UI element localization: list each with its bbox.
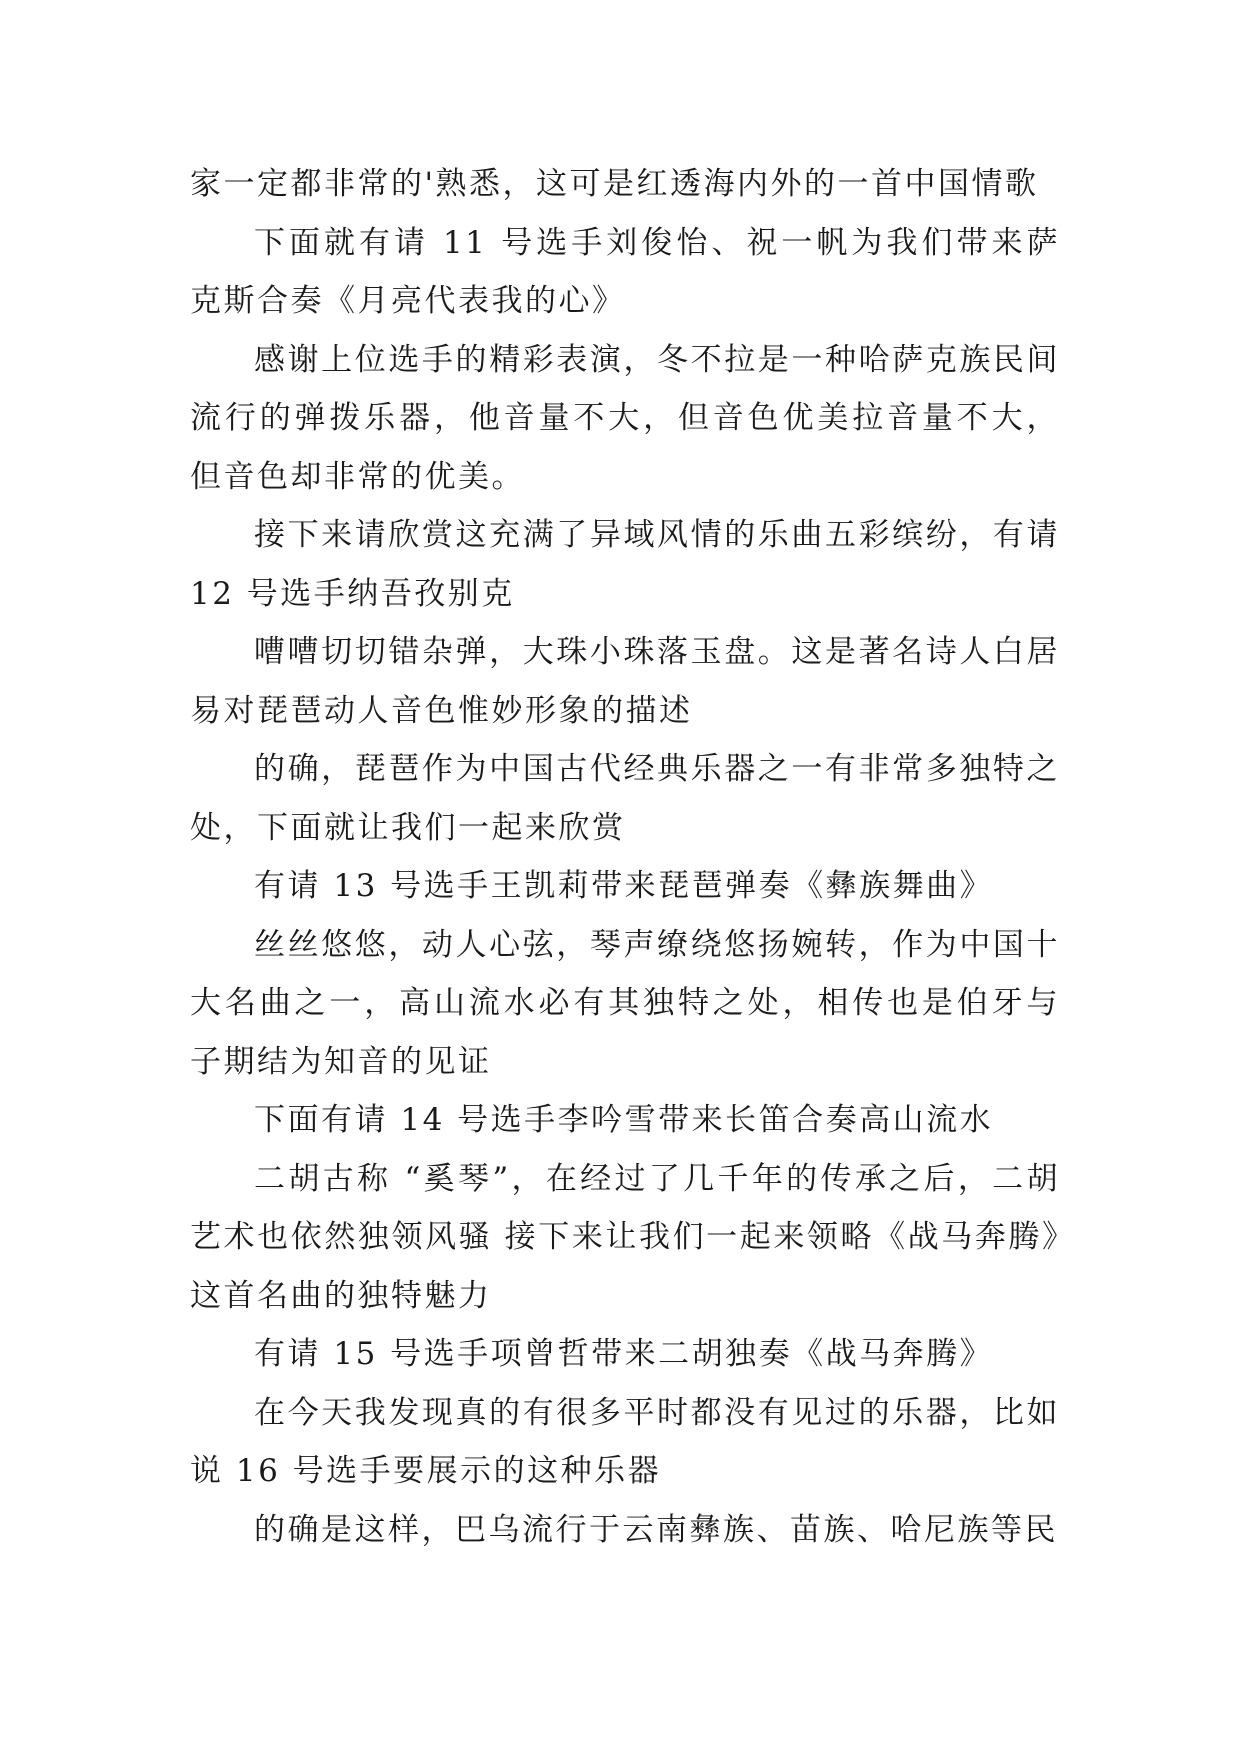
paragraph-4: 接下来请欣赏这充满了异域风情的乐曲五彩缤纷，有请 12 号选手纳吾孜别克	[190, 517, 1060, 612]
paragraph-8: 丝丝悠悠，动人心弦，琴声缭绕悠扬婉转，作为中国十大名曲之一，高山流水必有其独特之处，相传也是伯牙与子期结为知音的见证	[190, 926, 1060, 1080]
paragraph-10: 二胡古称 “奚琴”，在经过了几千年的传承之后，二胡艺术也依然独领风骚 接下来让我们一起来领略《战马奔腾》这首名曲的独特魅力	[190, 1160, 1060, 1314]
paragraph-13: 的确是这样，巴乌流行于云南彝族、苗族、哈尼族等民	[254, 1511, 1058, 1548]
paragraph-6: 的确，琵琶作为中国古代经典乐器之一有非常多独特之处，下面就让我们一起来欣赏	[190, 751, 1060, 846]
paragraph-7: 有请 13 号选手王凯莉带来琵琶弹奏《彝族舞曲》	[254, 868, 994, 904]
paragraph-9: 下面有请 14 号选手李吟雪带来长笛合奏高山流水	[254, 1102, 994, 1138]
paragraph-12: 在今天我发现真的有很多平时都没有见过的乐器，比如说 16 号选手要展示的这种乐器	[190, 1394, 1060, 1489]
paragraph-3: 感谢上位选手的精彩表演，冬不拉是一种哈萨克族民间流行的弹拨乐器，他音量不大，但音色优美拉音量不大，但音色却非常的优美。	[190, 341, 1060, 495]
paragraph-1: 家一定都非常的'熟悉，这可是红透海内外的一首中国情歌	[190, 166, 1039, 202]
document-body	[190, 155, 1060, 1559]
paragraph-11: 有请 15 号选手项曾哲带来二胡独奏《战马奔腾》	[254, 1336, 994, 1372]
paragraph-2: 下面就有请 11 号选手刘俊怡、祝一帆为我们带来萨克斯合奏《月亮代表我的心》	[190, 224, 1060, 319]
paragraph-5: 嘈嘈切切错杂弹，大珠小珠落玉盘。这是著名诗人白居易对琵琶动人音色惟妙形象的描述	[190, 634, 1060, 729]
